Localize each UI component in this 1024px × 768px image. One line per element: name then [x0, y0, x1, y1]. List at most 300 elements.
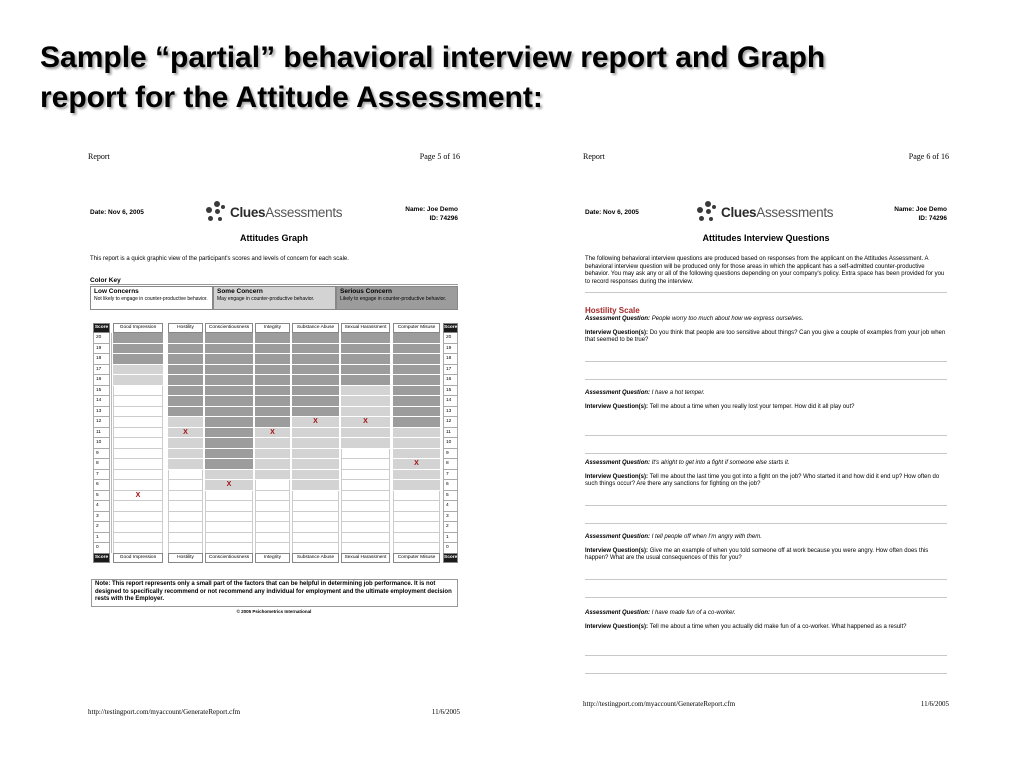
scale-band-cell [292, 491, 339, 502]
scale-band-cell [393, 354, 440, 365]
scale-column [168, 323, 203, 563]
scale-band-cell [292, 396, 339, 407]
scale-band-cell [292, 470, 339, 481]
assessment-question-label: Assessment Question: [585, 460, 652, 466]
key-title: Serious Concern [340, 288, 393, 295]
interview-question-label: Interview Question(s): [585, 623, 650, 630]
score-tick-label: 3 [443, 512, 458, 523]
scale-column [113, 323, 163, 563]
scale-band-cell [168, 333, 203, 344]
footer-date: 11/6/2005 [920, 700, 949, 708]
interview-question-label: Interview Question(s): [585, 403, 650, 410]
scale-column-header: Conscientiousness [205, 323, 253, 333]
score-tick-label: 14 [93, 396, 110, 407]
scale-band-cell [292, 386, 339, 397]
scale-band-cell [393, 333, 440, 344]
score-marker: X [414, 460, 419, 467]
key-some-concern [213, 286, 336, 310]
scale-band-cell [341, 375, 390, 386]
scale-band-cell [205, 344, 253, 355]
scale-band-cell [341, 449, 390, 460]
scale-band-cell [113, 428, 163, 439]
scale-band-cell [341, 470, 390, 481]
score-tick-label: 7 [443, 470, 458, 481]
score-tick-label: 11 [93, 428, 110, 439]
scale-band-cell [113, 344, 163, 355]
scale-column-header: Sexual Harassment [341, 323, 390, 333]
participant-id: ID: 74296 [918, 215, 947, 222]
scale-band-cell [168, 386, 203, 397]
score-marker: X [270, 428, 275, 436]
answer-line [585, 435, 947, 436]
scale-band-cell [393, 449, 440, 460]
scale-band-cell [255, 491, 290, 502]
scale-band-cell [292, 354, 339, 365]
scale-band-cell [393, 386, 440, 397]
interview-item [585, 316, 947, 345]
scale-band-cell [292, 407, 339, 418]
score-tick-label: 5 [93, 491, 110, 502]
score-tick-label: 9 [443, 449, 458, 460]
clues-assessments-logo [697, 196, 833, 228]
scale-band-cell [292, 365, 339, 376]
score-tick-label: 7 [93, 470, 110, 481]
scale-band-cell [168, 449, 203, 460]
scale-band-cell [205, 491, 253, 502]
scale-column-footer: Substance Abuse [292, 553, 339, 563]
scale-band-cell [205, 449, 253, 460]
scale-band-cell [113, 365, 163, 376]
scale-band-cell [255, 512, 290, 523]
scale-column-footer: Hostility [168, 553, 203, 563]
scale-band-cell [255, 501, 290, 512]
score-tick-label: 3 [93, 512, 110, 523]
scale-band-cell [113, 354, 163, 365]
scale-band-cell [205, 501, 253, 512]
scale-band-cell [168, 491, 203, 502]
score-tick-label: 4 [93, 501, 110, 512]
page-number: Page 6 of 16 [908, 152, 949, 161]
score-column-header: Score [93, 323, 110, 333]
scale-band-cell [113, 407, 163, 418]
score-tick-label: 17 [93, 365, 110, 376]
score-marker: X [363, 418, 368, 425]
score-tick-label: 8 [93, 459, 110, 470]
scale-band-cell [205, 396, 253, 407]
scale-band-cell [292, 375, 339, 386]
scale-band-cell [255, 333, 290, 344]
scale-band-cell [292, 438, 339, 449]
scale-band-cell [341, 512, 390, 523]
scale-band-cell [168, 344, 203, 355]
scale-column-header: Substance Abuse [292, 323, 339, 333]
score-tick-label: 13 [93, 407, 110, 418]
scale-band-cell [205, 543, 253, 554]
interview-question-text: Tell me about the last time you got into a fight on the job? Who started it and how did it end up? How often do such things occur? Are there any sanctions for fighting on the job? [585, 473, 940, 488]
scale-column-header: Integrity [255, 323, 290, 333]
scale-band-cell [255, 417, 290, 428]
scale-band-cell [341, 533, 390, 544]
scale-band-cell [341, 333, 390, 344]
answer-line [585, 453, 947, 454]
key-desc: May engage in counter-productive behavior. [217, 296, 315, 302]
page-header-title: Report [583, 152, 605, 161]
scale-band-cell [255, 375, 290, 386]
scale-band-cell [205, 512, 253, 523]
score-tick-label: 18 [443, 354, 458, 365]
scale-band-cell [205, 522, 253, 533]
scale-band-cell [113, 438, 163, 449]
participant-id: ID: 74296 [429, 215, 458, 222]
participant-block [405, 205, 458, 223]
key-serious-concern [336, 286, 458, 310]
score-tick-label: 15 [443, 386, 458, 397]
scale-band-cell [292, 449, 339, 460]
scale-band-cell [205, 459, 253, 470]
score-tick-label: 2 [443, 522, 458, 533]
scale-band-cell [292, 428, 339, 439]
scale-band-cell [341, 428, 390, 439]
interview-question-label: Interview Question(s): [585, 329, 650, 336]
scale-column-footer: Conscientiousness [205, 553, 253, 563]
assessment-question-text: People worry too much about how we express ourselves. [651, 316, 804, 322]
score-tick-label: 4 [443, 501, 458, 512]
scale-band-cell [393, 533, 440, 544]
scale-band-cell [292, 480, 339, 491]
scale-band-cell [205, 354, 253, 365]
score-tick-label: 11 [443, 428, 458, 439]
scale-band-cell [113, 386, 163, 397]
scale-band-cell [255, 365, 290, 376]
score-tick-label: 10 [443, 438, 458, 449]
scale-band-cell [205, 428, 253, 439]
scale-band-cell [393, 428, 440, 439]
score-tick-label: 0 [93, 543, 110, 554]
scale-band-cell [292, 459, 339, 470]
scale-band-cell [113, 522, 163, 533]
score-tick-label: 17 [443, 365, 458, 376]
score-column-footer: Score [93, 553, 110, 563]
score-marker: X [183, 428, 188, 436]
footer-url: http://testingport.com/myaccount/GenerateReport.cfm [583, 700, 736, 708]
scale-band-cell [255, 459, 290, 470]
assessment-question-text: I tell people off when I'm angry with them. [651, 534, 762, 540]
assessment-question-label: Assessment Question: [585, 534, 652, 540]
scale-band-cell [292, 344, 339, 355]
score-tick-label: 16 [93, 375, 110, 386]
scale-band-cell [113, 459, 163, 470]
scale-band-cell [113, 512, 163, 523]
scale-band-cell [168, 407, 203, 418]
scale-band-cell [341, 407, 390, 418]
interview-item [585, 390, 947, 411]
clues-assessments-logo [206, 196, 342, 228]
assessment-question-label: Assessment Question: [585, 390, 652, 396]
scale-band-cell [341, 480, 390, 491]
scale-column-header: Computer Misuse [393, 323, 440, 333]
scale-band-cell [341, 365, 390, 376]
scale-column-footer: Integrity [255, 553, 290, 563]
key-title: Some Concern [217, 288, 263, 295]
scale-band-cell [255, 533, 290, 544]
scale-band-cell [205, 375, 253, 386]
score-tick-label: 16 [443, 375, 458, 386]
scale-column [341, 323, 390, 563]
scale-band-cell [255, 407, 290, 418]
scale-column [205, 323, 253, 563]
score-tick-label: 5 [443, 491, 458, 502]
scale-band-cell [205, 333, 253, 344]
scale-band-cell [113, 501, 163, 512]
answer-line [585, 597, 947, 598]
score-column-header: Score [443, 323, 458, 333]
score-tick-label: 6 [93, 480, 110, 491]
interview-question-text: Tell me about a time when you really lost your temper. How did it all play out? [649, 403, 855, 410]
scale-band-cell [113, 417, 163, 428]
score-tick-label: 1 [93, 533, 110, 544]
scale-band-cell [393, 491, 440, 502]
grid-separator [111, 333, 112, 553]
score-tick-label: 18 [93, 354, 110, 365]
scale-band-cell [393, 522, 440, 533]
participant-name: Name: Joe Demo [405, 206, 458, 213]
scale-band-cell [393, 543, 440, 554]
score-tick-label: 1 [443, 533, 458, 544]
slide-title-line1: Sample “partial” behavioral interview report and Graph [40, 41, 826, 74]
score-column-footer: Score [443, 553, 458, 563]
scale-band-cell [393, 375, 440, 386]
scale-column [393, 323, 440, 563]
scale-band-cell [205, 386, 253, 397]
scale-band-cell [393, 480, 440, 491]
score-tick-label: 20 [443, 333, 458, 344]
score-tick-label: 8 [443, 459, 458, 470]
report-intro: This report is a quick graphic view of the participant's scores and levels of concern for each scale. [90, 256, 349, 262]
scale-column-header: Good Impression [113, 323, 163, 333]
interview-question-label: Interview Question(s): [585, 547, 650, 554]
score-tick-label: 14 [443, 396, 458, 407]
score-axis-right [443, 323, 458, 563]
scale-band-cell [393, 438, 440, 449]
scale-band-cell [113, 470, 163, 481]
scale-band-cell [168, 417, 203, 428]
scale-band-cell [341, 438, 390, 449]
scale-band-cell [113, 533, 163, 544]
left-report-page [88, 150, 460, 720]
scale-band-cell [341, 501, 390, 512]
scale-band-cell [255, 480, 290, 491]
page-header [88, 152, 460, 164]
footer-url: http://testingport.com/myaccount/GenerateReport.cfm [88, 708, 241, 716]
color-key-rule [90, 284, 458, 285]
scale-band-cell [393, 512, 440, 523]
scale-band-cell [393, 365, 440, 376]
report-note: Note: This report represents only a small part of the factors that can be helpful in determining job performance. It is not designed to specifically recommend or not recommend any individual for employment and the ultimate employment decision rests with the Employer. [91, 579, 458, 607]
scale-band-cell [113, 480, 163, 491]
right-report-page [583, 150, 949, 712]
score-tick-label: 19 [443, 344, 458, 355]
divider [585, 292, 947, 293]
report-subtitle: Attitudes Interview Questions [702, 233, 830, 243]
score-tick-label: 19 [93, 344, 110, 355]
scale-band-cell [168, 396, 203, 407]
scale-column-footer: Good Impression [113, 553, 163, 563]
scale-band-cell [168, 512, 203, 523]
scale-band-cell [113, 449, 163, 460]
score-axis-left [93, 323, 110, 563]
scale-column-header: Hostility [168, 323, 203, 333]
logo-text-thin: Assessments [756, 204, 834, 220]
scale-band-cell [393, 501, 440, 512]
interview-item [585, 534, 947, 563]
slide-title [40, 38, 1000, 118]
answer-line [585, 673, 947, 674]
scale-band-cell [168, 543, 203, 554]
page-header [583, 152, 949, 164]
report-date: Date: Nov 6, 2005 [585, 209, 639, 216]
color-key-label: Color Key [90, 277, 121, 284]
scale-band-cell [168, 501, 203, 512]
scale-band-cell [292, 333, 339, 344]
scale-band-cell [393, 470, 440, 481]
scale-band-cell [168, 438, 203, 449]
scale-band-cell [205, 365, 253, 376]
answer-line [585, 361, 947, 362]
scale-band-cell [255, 522, 290, 533]
scale-band-cell [255, 354, 290, 365]
score-tick-label: 12 [443, 417, 458, 428]
key-desc: Not likely to engage in counter-productive behavior. [94, 296, 208, 302]
answer-line [585, 379, 947, 380]
participant-block [894, 205, 947, 223]
scale-band-cell [205, 470, 253, 481]
score-tick-label: 2 [93, 522, 110, 533]
answer-line [585, 655, 947, 656]
scale-band-cell [393, 344, 440, 355]
score-marker: X [135, 491, 141, 499]
score-tick-label: 10 [93, 438, 110, 449]
score-tick-label: 0 [443, 543, 458, 554]
scale-band-cell [168, 354, 203, 365]
key-title: Low Concerns [94, 288, 139, 295]
score-marker: X [226, 481, 232, 488]
scale-band-cell [341, 491, 390, 502]
answer-line [585, 579, 947, 580]
scale-column [292, 323, 339, 563]
report-date: Date: Nov 6, 2005 [90, 209, 144, 216]
score-tick-label: 12 [93, 417, 110, 428]
report-subtitle: Attitudes Graph [239, 233, 308, 243]
scale-column-footer: Computer Misuse [393, 553, 440, 563]
scale-band-cell [168, 480, 203, 491]
scale-band-cell [205, 407, 253, 418]
scale-band-cell [255, 470, 290, 481]
scale-band-cell [113, 543, 163, 554]
assessment-question-text: I have a hot temper. [651, 390, 705, 396]
page-number: Page 5 of 16 [419, 152, 460, 161]
scale-band-cell [168, 533, 203, 544]
scale-band-cell [393, 417, 440, 428]
scale-column [255, 323, 290, 563]
interview-item [585, 460, 947, 489]
scale-band-cell [113, 333, 163, 344]
scale-band-cell [205, 438, 253, 449]
logo-dots-icon [697, 201, 719, 223]
scale-band-cell [168, 375, 203, 386]
scale-band-cell [113, 375, 163, 386]
hostility-scale-title: Hostility Scale [585, 306, 640, 315]
scale-band-cell [341, 396, 390, 407]
key-low-concerns [90, 286, 213, 310]
score-tick-label: 20 [93, 333, 110, 344]
scale-band-cell [113, 396, 163, 407]
scale-band-cell [255, 396, 290, 407]
copyright-notice: © 2005 Psichometrics International [236, 609, 312, 614]
scale-band-cell [393, 407, 440, 418]
scale-band-cell [255, 386, 290, 397]
answer-line [585, 505, 947, 506]
key-desc: Likely to engage in counter-productive behavior. [340, 296, 447, 302]
logo-text-bold: Clues [721, 204, 757, 220]
assessment-question-label: Assessment Question: [585, 316, 652, 322]
answer-line [585, 523, 947, 524]
score-tick-label: 15 [93, 386, 110, 397]
scale-band-cell [341, 344, 390, 355]
assessment-question-text: I have made fun of a co-worker. [651, 610, 736, 616]
scale-band-cell [168, 365, 203, 376]
scale-band-cell [168, 522, 203, 533]
scale-band-cell [168, 470, 203, 481]
score-tick-label: 13 [443, 407, 458, 418]
scale-band-cell [393, 396, 440, 407]
participant-name: Name: Joe Demo [894, 206, 947, 213]
scale-band-cell [341, 522, 390, 533]
scale-band-cell [292, 533, 339, 544]
attitudes-graph [93, 323, 458, 563]
logo-text-bold: Clues [230, 204, 266, 220]
scale-band-cell [292, 512, 339, 523]
scale-band-cell [341, 459, 390, 470]
interview-question-label: Interview Question(s): [585, 473, 650, 480]
score-marker: X [313, 418, 318, 425]
score-tick-label: 9 [93, 449, 110, 460]
logo-dots-icon [206, 201, 228, 223]
interview-question-text: Tell me about a time when you actually did make fun of a co-worker. What happened as a result? [649, 623, 907, 630]
scale-band-cell [292, 522, 339, 533]
interview-intro: The following behavioral interview questions are produced based on responses from the applicant on the Attitudes Assessment. A behavioral interview question will be produced only for those areas in which the applicant has a self-admitted counter-productive behavior. You may ask any or all of the following questions depending on your company's policy. Extra space has been provided for you to record responses during the interview. [585, 256, 945, 286]
scale-band-cell [205, 417, 253, 428]
scale-band-cell [255, 438, 290, 449]
slide-title-line2: report for the Attitude Assessment: [40, 81, 543, 114]
footer-date: 11/6/2005 [431, 708, 460, 716]
scale-band-cell [341, 354, 390, 365]
scale-band-cell [168, 459, 203, 470]
score-tick-label: 6 [443, 480, 458, 491]
scale-band-cell [255, 449, 290, 460]
scale-band-cell [292, 501, 339, 512]
scale-band-cell [255, 543, 290, 554]
scale-column-footer: Sexual Harassment [341, 553, 390, 563]
assessment-question-label: Assessment Question: [585, 610, 652, 616]
interview-question-text: Give me an example of when you told someone off at work because you were angry. How often does this happen? What are the usual consequences of this for you? [585, 547, 929, 562]
interview-item [585, 610, 947, 631]
scale-band-cell [292, 543, 339, 554]
logo-text-thin: Assessments [265, 204, 343, 220]
page-header-title: Report [88, 152, 110, 161]
interview-question-text: Do you think that people are too sensitive about things? Can you give a couple of examples from your job when that seemed to be true? [585, 329, 946, 344]
scale-band-cell [341, 543, 390, 554]
scale-band-cell [205, 533, 253, 544]
